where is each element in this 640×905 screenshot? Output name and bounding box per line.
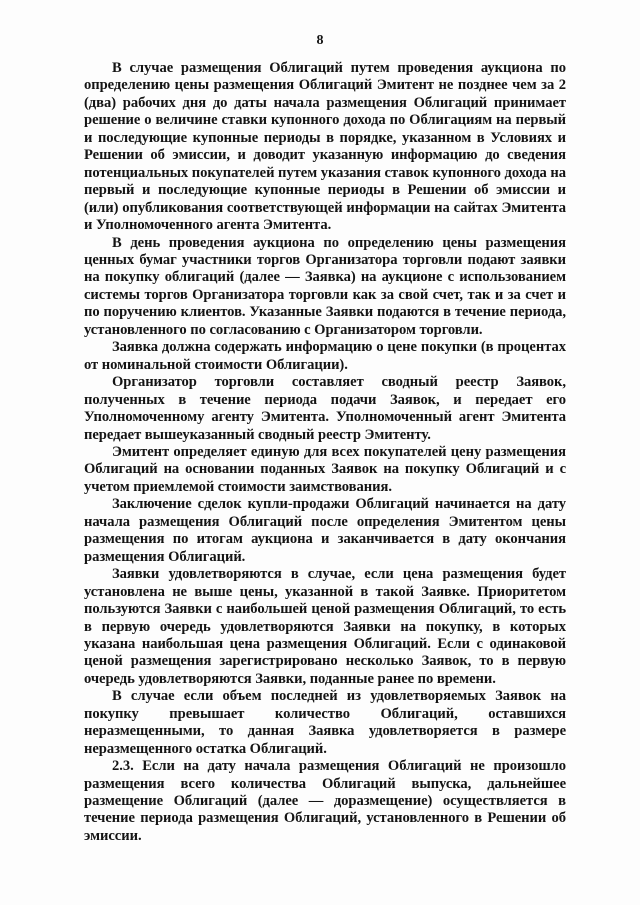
paragraph-deal-conclusion: Заключение сделок купли-продажи Облигаций начинается на дату начала размещения Облигаций после определения Эмитентом цены размещения по итогам аукциона и заканчивается в дату окончания размещения Облигаций.: [84, 496, 566, 565]
paragraph-order-content: Заявка должна содержать информацию о цене покупки (в процентах от номинальной стоимости Облигации).: [84, 339, 566, 373]
paragraph-order-priority: Заявки удовлетворяются в случае, если цена размещения будет установлена не выше цены, указанной в такой Заявке. Приоритетом пользуются Заявки с наибольшей ценой размещения Облигаций, то есть в первую очередь удовлетворяются Заявки на покупку, в которых указана наибольшая цена размещения Облигаций. Если с одинаковой ценой размещения зарегистрировано несколько Заявок, то в первую очередь удовлетворяются Заявки, поданные ранее по времени.: [84, 566, 566, 687]
paragraph-auction-day-orders: В день проведения аукциона по определению цены размещения ценных бумаг участники торгов Организатора торговли подают заявки на покупку облигаций (далее — Заявка) на аукционе с использованием системы торгов Организатора торговли как за свой счет, так и за счет и по поручению клиентов. Указанные Заявки подаются в течение периода, установленного по согласованию с Организатором торговли.: [84, 234, 566, 338]
paragraph-order-registry: Организатор торговли составляет сводный реестр Заявок, полученных в течение периода подачи Заявок, и передает его Уполномоченному агенту Эмитента. Уполномоченный агент Эмитента передает вышеуказанный сводный реестр Эмитенту.: [84, 374, 566, 443]
document-body: [84, 60, 566, 845]
paragraph-auction-coupon-rate: В случае размещения Облигаций путем проведения аукциона по определению цены размещения Облигаций Эмитент не позднее чем за 2 (два) рабочих дня до даты начала размещения Облигаций принимает решение о величине ставки купонного дохода по Облигациям на первый и последующие купонные периоды в порядке, указанном в Условиях и Решении об эмиссии, и доводит указанную информацию до сведения потенциальных покупателей путем указания ставок купонного дохода на первый и последующие купонные периоды в Решении об эмиссии и (или) опубликования соответствующей информации на сайтах Эмитента и Уполномоченного агента Эмитента.: [84, 60, 567, 234]
paragraph-additional-placement: 2.3. Если на дату начала размещения Облигаций не произошло размещения всего количества Облигаций выпуска, дальнейшее размещение Облигаций (далее — доразмещение) осуществляется в течение периода размещения Облигаций, установленного в Решении об эмиссии.: [84, 758, 566, 844]
paragraph-last-order-volume: В случае если объем последней из удовлетворяемых Заявок на покупку превышает количество Облигаций, оставшихся неразмещенными, то данная Заявка удовлетворяется в размере неразмещенного остатка Облигаций.: [84, 688, 566, 757]
page-number: 8: [316, 33, 324, 48]
paragraph-placement-price: Эмитент определяет единую для всех покупателей цену размещения Облигаций на основании поданных Заявок на покупку Облигаций и с учетом приемлемой стоимости заимствования.: [84, 443, 566, 495]
